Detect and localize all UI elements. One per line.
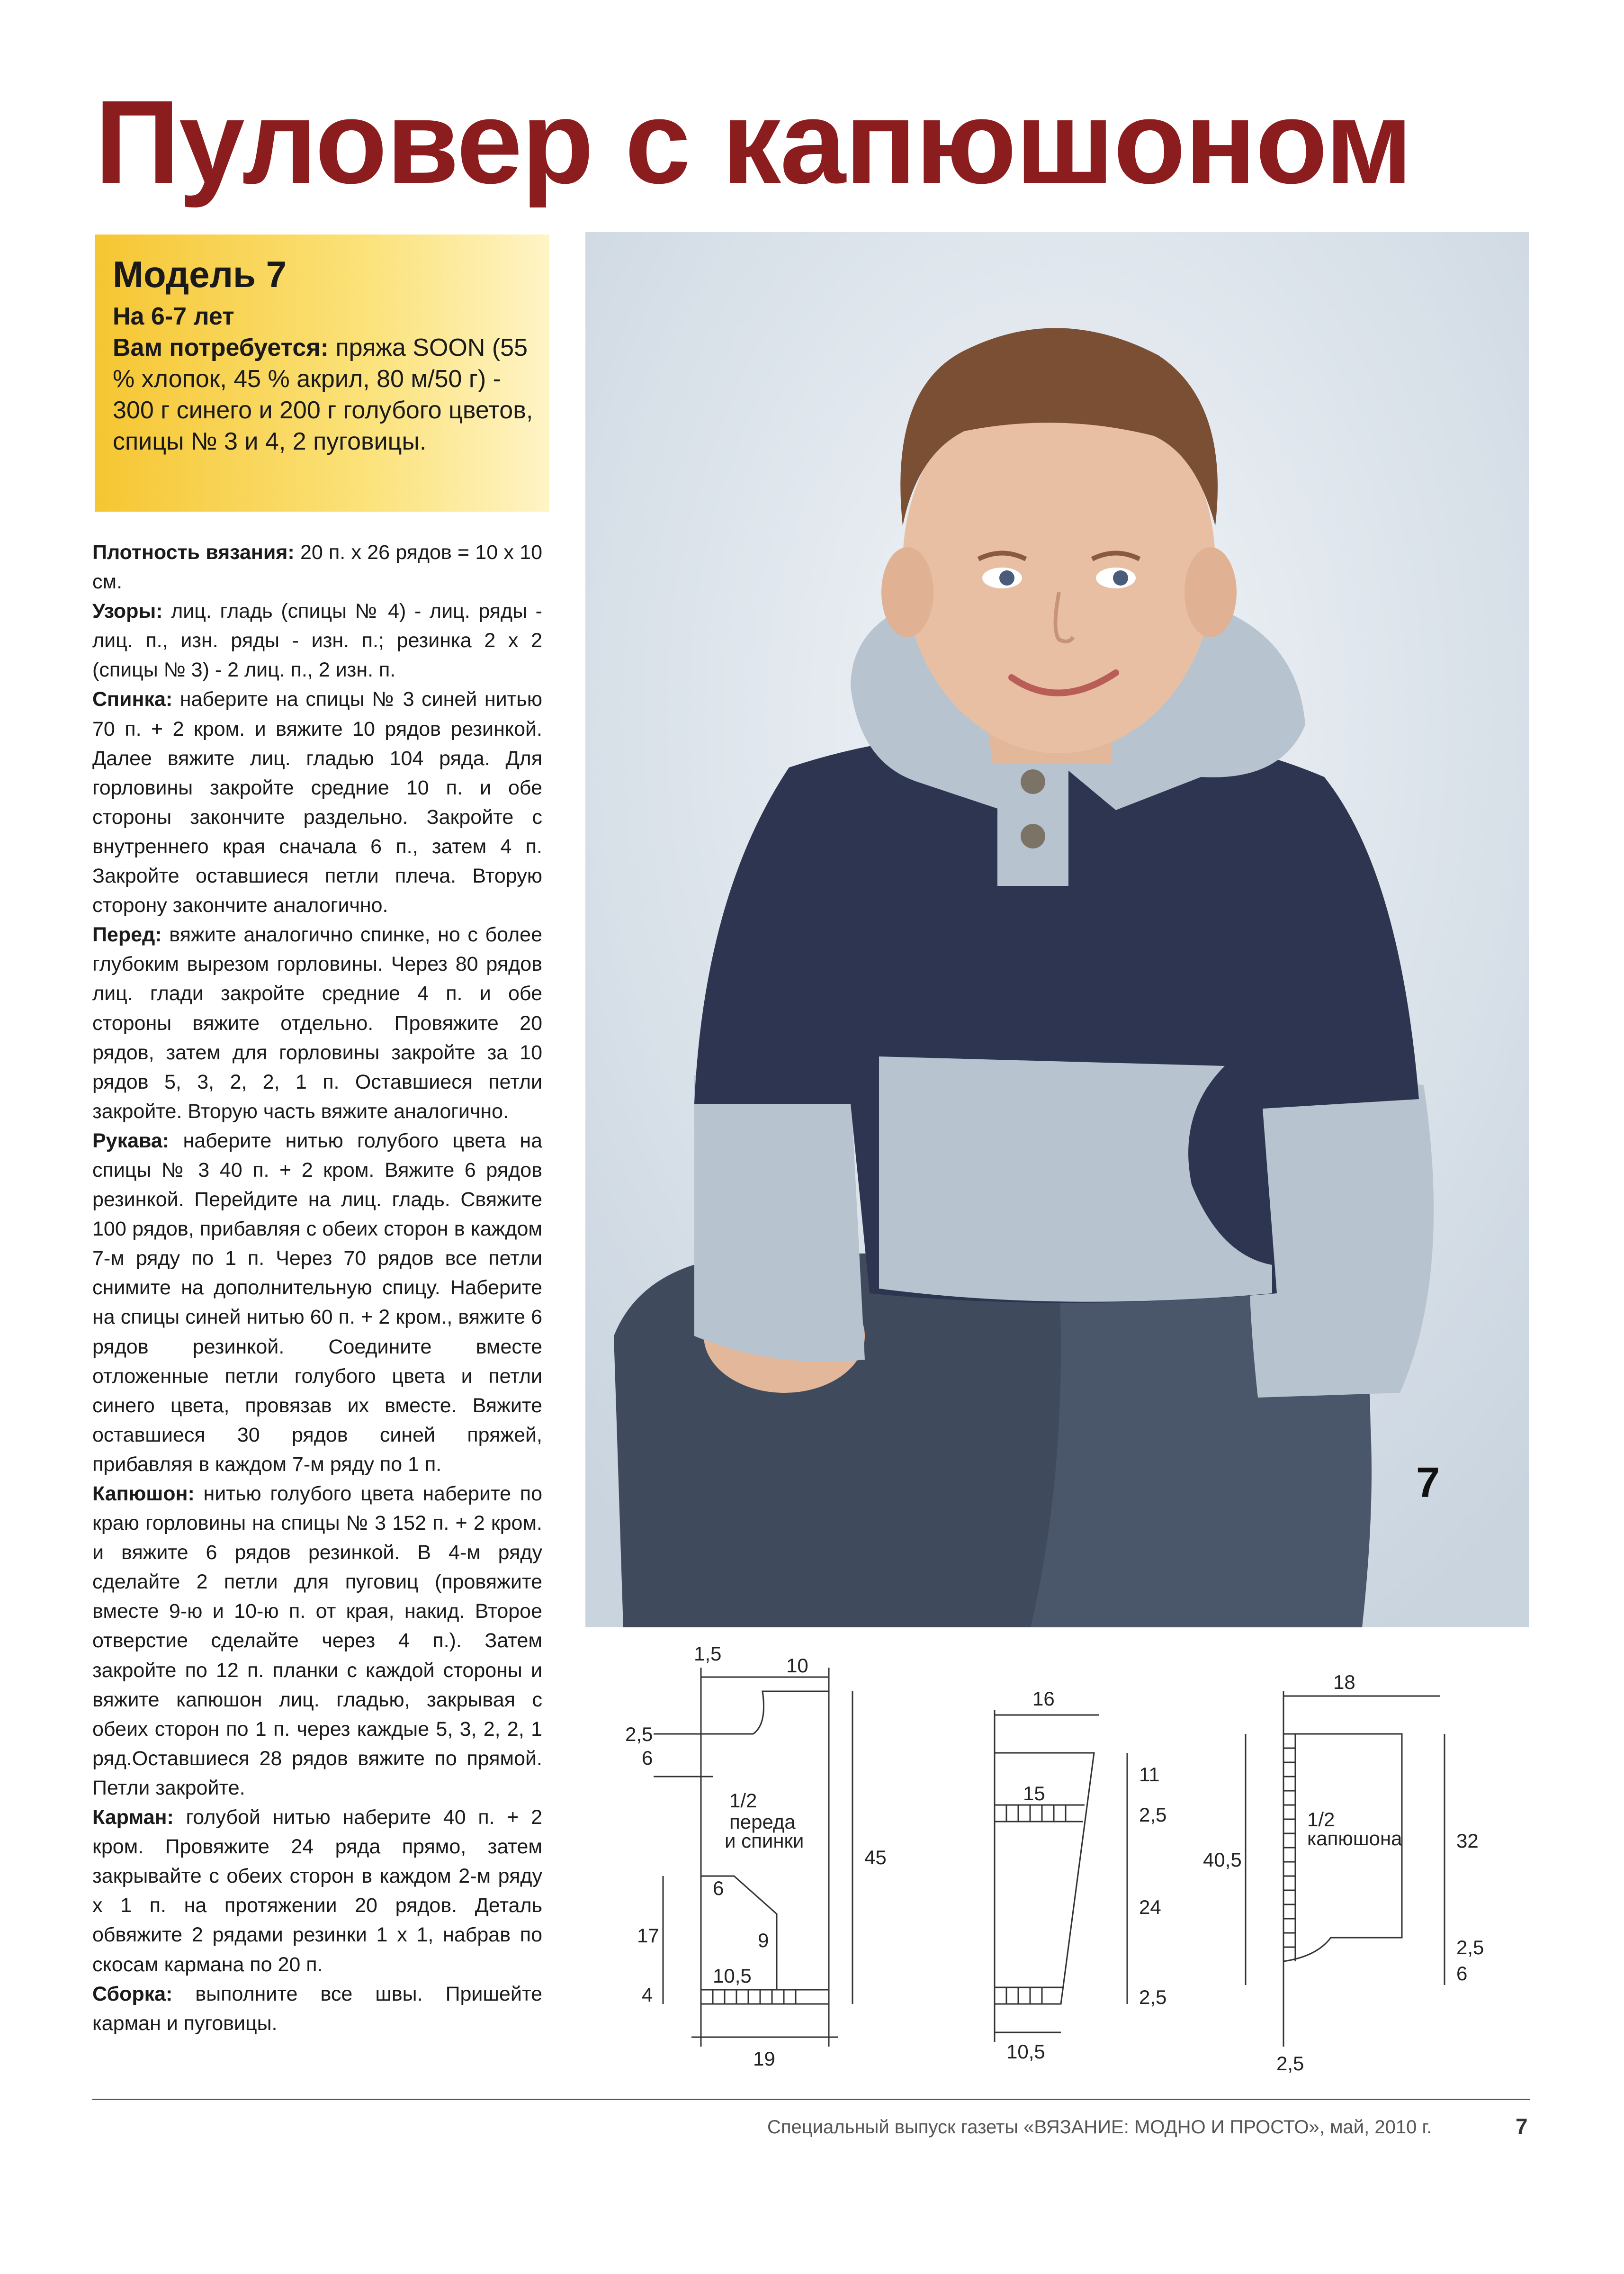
instruction-text: 20 п. х 26 рядов = 10 х 10 см. (92, 541, 542, 594)
dim-label: 17 (637, 1924, 659, 1947)
dim-label: 40,5 (1203, 1849, 1242, 1871)
sleeve-schematic (995, 1710, 1127, 2042)
instruction-label: Перед: (92, 923, 162, 947)
part-label: и спинки (725, 1830, 804, 1852)
model-info-box (95, 235, 549, 512)
instruction-label: Рукава: (92, 1129, 170, 1152)
instruction-patterns (92, 596, 542, 685)
instruction-text: вяжите аналогично спинке, но с более глубоким вырезом горловины. Через 80 рядов лиц. глади закройте средние 4 п. и обе стороны вяжите отдельно. Провяжите 20 рядов, затем для горловины закройте за 10 рядов 5, 3, 2, 2, 1 п. Оставшиеся петли закройте. Вторую часть вяжите аналогично. (92, 923, 542, 1123)
instruction-text: наберите нитью голубого цвета на спицы № 3 40 п. + 2 кром. Вяжите 6 рядов резинкой. Перейдите на лиц. гладь. Свяжите 100 рядов, прибавляя с обеих сторон в каждом 7-м ряду по 1 п. Через 70 рядов все петли снимите на дополнительную спицу. Наберите на спицы синей нитью 60 п. + 2 кром., вяжите 6 рядов резинкой. Соедините вместе отложенные петли голубого цвета и петли синего цвета, провязав их вместе. Вяжите оставшиеся 30 рядов синей пряжей, прибавляя в каждом 7-м ряду по 1 п. (92, 1129, 542, 1476)
model-photo (585, 232, 1529, 1627)
dim-label: 2,5 (1139, 1986, 1167, 2008)
part-label: капюшона (1307, 1827, 1402, 1850)
dim-label: 15 (1023, 1782, 1045, 1805)
dim-label: 10 (786, 1654, 808, 1677)
dim-label: 2,5 (1139, 1804, 1167, 1826)
dim-label: 2,5 (625, 1723, 653, 1745)
footer-text: Специальный выпуск газеты «ВЯЗАНИЕ: МОДНО И ПРОСТО», май, 2010 г. (767, 2117, 1432, 2138)
dim-label: 10,5 (713, 1965, 752, 1987)
instruction-text: наберите на спицы № 3 синей нитью 70 п. + 2 кром. и вяжите 10 рядов резинкой. Далее вяжите лиц. гладью 104 ряда. Для горловины закройте средние 10 п. и обе стороны закончите раздельно. Закройте с внутреннего края сначала 6 п., затем 4 п. Закройте оставшиеся петли плеча. Вторую сторону закончите аналогично. (92, 688, 542, 917)
instruction-assembly (92, 1979, 542, 2038)
dim-label: 2,5 (1456, 1936, 1484, 1958)
instruction-label: Спинка: (92, 688, 173, 711)
instruction-text: лиц. гладь (спицы № 4) - лиц. ряды - лиц. п., изн. ряды - изн. п.; резинка 2 х 2 (спицы № 3) - 2 лиц. п., 2 изн. п. (92, 600, 542, 682)
dim-label: 11 (1139, 1763, 1160, 1786)
instruction-front (92, 920, 542, 1126)
materials-text: пряжа SOON (55 % хлопок, 45 % акрил, 80 м/50 г) - 300 г синего и 200 г голубого цветов, спицы № 3 и 4, 2 пуговицы. (113, 334, 533, 455)
instruction-back (92, 685, 542, 920)
dim-label: 9 (758, 1929, 769, 1951)
instruction-gauge (92, 538, 542, 596)
dim-label: 18 (1333, 1671, 1355, 1693)
instruction-label: Узоры: (92, 600, 163, 623)
dim-label: 10,5 (1006, 2040, 1045, 2063)
instruction-text: выполните все швы. Пришейте карман и пуговицы. (92, 1982, 542, 2035)
dim-label: 32 (1456, 1830, 1479, 1852)
dim-label: 1,5 (694, 1642, 722, 1665)
instruction-sleeves (92, 1126, 542, 1479)
pattern-schematics (587, 1639, 1530, 2089)
dim-label: 6 (713, 1877, 724, 1899)
dim-label: 6 (1456, 1962, 1468, 1985)
part-label: 1/2 (1307, 1808, 1335, 1831)
page-number: 7 (1516, 2114, 1528, 2139)
dim-label: 2,5 (1276, 2052, 1304, 2075)
page-title: Пуловер с капюшоном (95, 76, 1412, 208)
model-age: На 6-7 лет (113, 303, 234, 330)
instruction-hood (92, 1479, 542, 1803)
part-label: переда (729, 1811, 796, 1833)
dim-label: 19 (753, 2048, 775, 2070)
boy-in-hoodie-illustration (585, 232, 1529, 1627)
sleeve-schematic-labels (1006, 1687, 1166, 2063)
footer-divider (92, 2099, 1530, 2100)
instruction-label: Карман: (92, 1806, 174, 1829)
instruction-text: нитью голубого цвета наберите по краю горловины на спицы № 3 152 п. + 2 кром. и вяжите 6 рядов резинкой. В 4-м ряду сделайте 2 петли для пуговиц (провяжите вместе 9-ю и 10-ю п. от края, накид. Второе отверстие сделайте через 4 п.). Затем закройте по 12 п. планки с каждой стороны и вяжите капюшон лиц. гладью, закрывая с обеих сторон по 1 п. через каждые 5, 3, 2, 2, 1 ряд.Оставшиеся 28 рядов вяжите по прямой. Петли закройте. (92, 1482, 542, 1799)
dim-label: 6 (642, 1747, 653, 1769)
instruction-text: голубой нитью наберите 40 п. + 2 кром. Провяжите 24 ряда прямо, затем закрывайте с обеих сторон в каждом 2-м ряду х 1 п. на протяжении 20 рядов. Деталь обвяжите 2 рядами резинки 1 х 1, набрав по скосам кармана по 20 п. (92, 1806, 542, 1976)
materials-label: Вам потребуется: (113, 334, 329, 361)
dim-label: 4 (642, 1984, 653, 2006)
instruction-pocket (92, 1803, 542, 1979)
dim-label: 24 (1139, 1896, 1161, 1918)
dim-label: 45 (864, 1846, 887, 1868)
hood-schematic (1246, 1691, 1445, 2047)
knitting-instructions (92, 538, 542, 2038)
instruction-label: Сборка: (92, 1982, 173, 2005)
photo-number: 7 (1416, 1459, 1440, 1507)
instruction-label: Капюшон: (92, 1482, 195, 1505)
instruction-label: Плотность вязания: (92, 541, 295, 564)
body-schematic (654, 1668, 852, 2047)
dim-label: 16 (1032, 1687, 1055, 1710)
part-label: 1/2 (729, 1789, 757, 1812)
model-details (113, 301, 535, 457)
body-schematic-labels (625, 1642, 887, 2070)
model-heading: Модель 7 (113, 253, 287, 295)
